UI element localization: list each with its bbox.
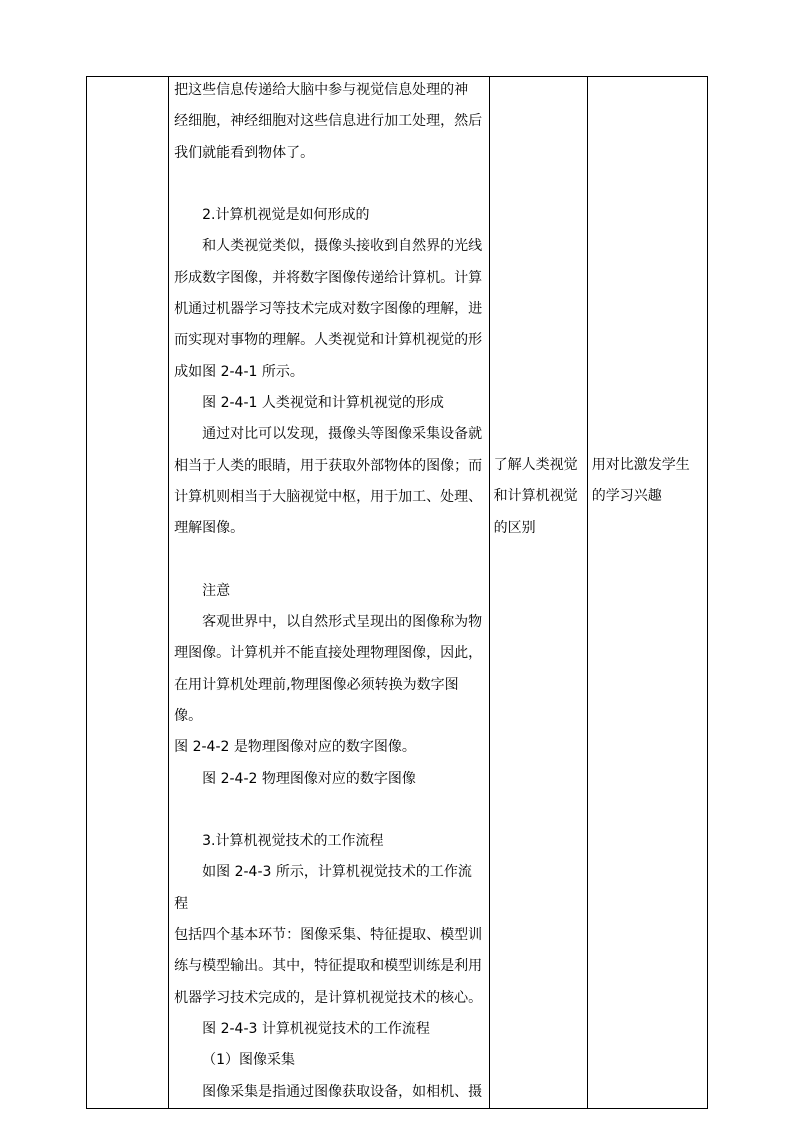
text-line: 在用计算机处理前,物理图像必须转换为数字图像。	[174, 676, 459, 724]
teaching-method	[588, 77, 707, 513]
text-line: 理解图像。	[174, 520, 245, 537]
text-line: 经细胞，神经细胞对这些信息进行加工处理，然后	[174, 113, 483, 130]
text-line: 用对比激发学生	[591, 457, 690, 473]
text-line: 相当于人类的眼睛，用于获取外部物体的图像；而	[174, 457, 483, 474]
text-line: 计算机则相当于大脑视觉中枢，用于加工、处理、	[174, 488, 483, 505]
note-heading: 注意	[202, 582, 231, 599]
text-line: 练与模型输出。其中，特征提取和模型训练是利用	[174, 958, 483, 975]
text-line: 成如图 2-4-1 所示。	[174, 363, 304, 380]
text-line: 的学习兴趣	[591, 488, 662, 505]
subsection-heading: （1）图像采集	[202, 1052, 296, 1069]
blank-line	[174, 169, 484, 200]
text-line: 机通过机器学习等技术完成对数字图像的理解，进	[174, 301, 483, 318]
text-line: 客观世界中，以自然形式呈现出的图像称为物	[202, 614, 483, 631]
text-line: 包括四个基本环节：图像采集、特征提取、模型训	[174, 927, 483, 944]
blank-line	[174, 544, 484, 575]
goal-cell	[489, 77, 587, 1109]
figure-caption: 图 2-4-1 人类视觉和计算机视觉的形成	[202, 394, 444, 411]
teaching-goal	[490, 77, 587, 544]
text-line: 把这些信息传递给大脑中参与视觉信息处理的神	[174, 82, 469, 98]
section-heading: 3.计算机视觉技术的工作流程	[202, 833, 384, 850]
text-line: 图像采集是指通过图像获取设备，如相机、摄	[202, 1083, 483, 1100]
teaching-content	[169, 75, 489, 1108]
lesson-plan-table	[86, 76, 708, 1109]
figure-caption: 图 2-4-2 物理图像对应的数字图像	[202, 770, 416, 787]
text-line: 了解人类视觉	[493, 457, 578, 473]
text-line: 而实现对事物的理解。人类视觉和计算机视觉的形	[174, 332, 483, 349]
text-line: 和计算机视觉	[493, 488, 578, 505]
text-line: 的区别	[493, 519, 536, 536]
text-line: 通过对比可以发现，摄像头等图像采集设备就	[202, 426, 483, 443]
text-line: 理图像。计算机并不能直接处理物理图像，因此，	[174, 645, 483, 662]
text-line: 机器学习技术完成的，是计算机视觉技术的核心。	[174, 989, 483, 1006]
text-line: 形成数字图像，并将数字图像传递给计算机。计算	[174, 269, 483, 286]
text-line: 如图 2-4-3 所示，计算机视觉技术的工作流程	[174, 864, 472, 912]
text-line: 我们就能看到物体了。	[174, 144, 315, 161]
content-cell	[169, 77, 490, 1109]
text-line: 图 2-4-2 是物理图像对应的数字图像。	[174, 739, 416, 756]
stage-cell	[87, 77, 169, 1109]
text-line: 和人类视觉类似，摄像头接收到自然界的光线	[202, 238, 483, 255]
table-row	[87, 77, 708, 1109]
section-heading: 2.计算机视觉是如何形成的	[202, 207, 370, 224]
figure-caption: 图 2-4-3 计算机视觉技术的工作流程	[202, 1020, 430, 1037]
method-cell	[587, 77, 707, 1109]
blank-line	[174, 795, 484, 826]
